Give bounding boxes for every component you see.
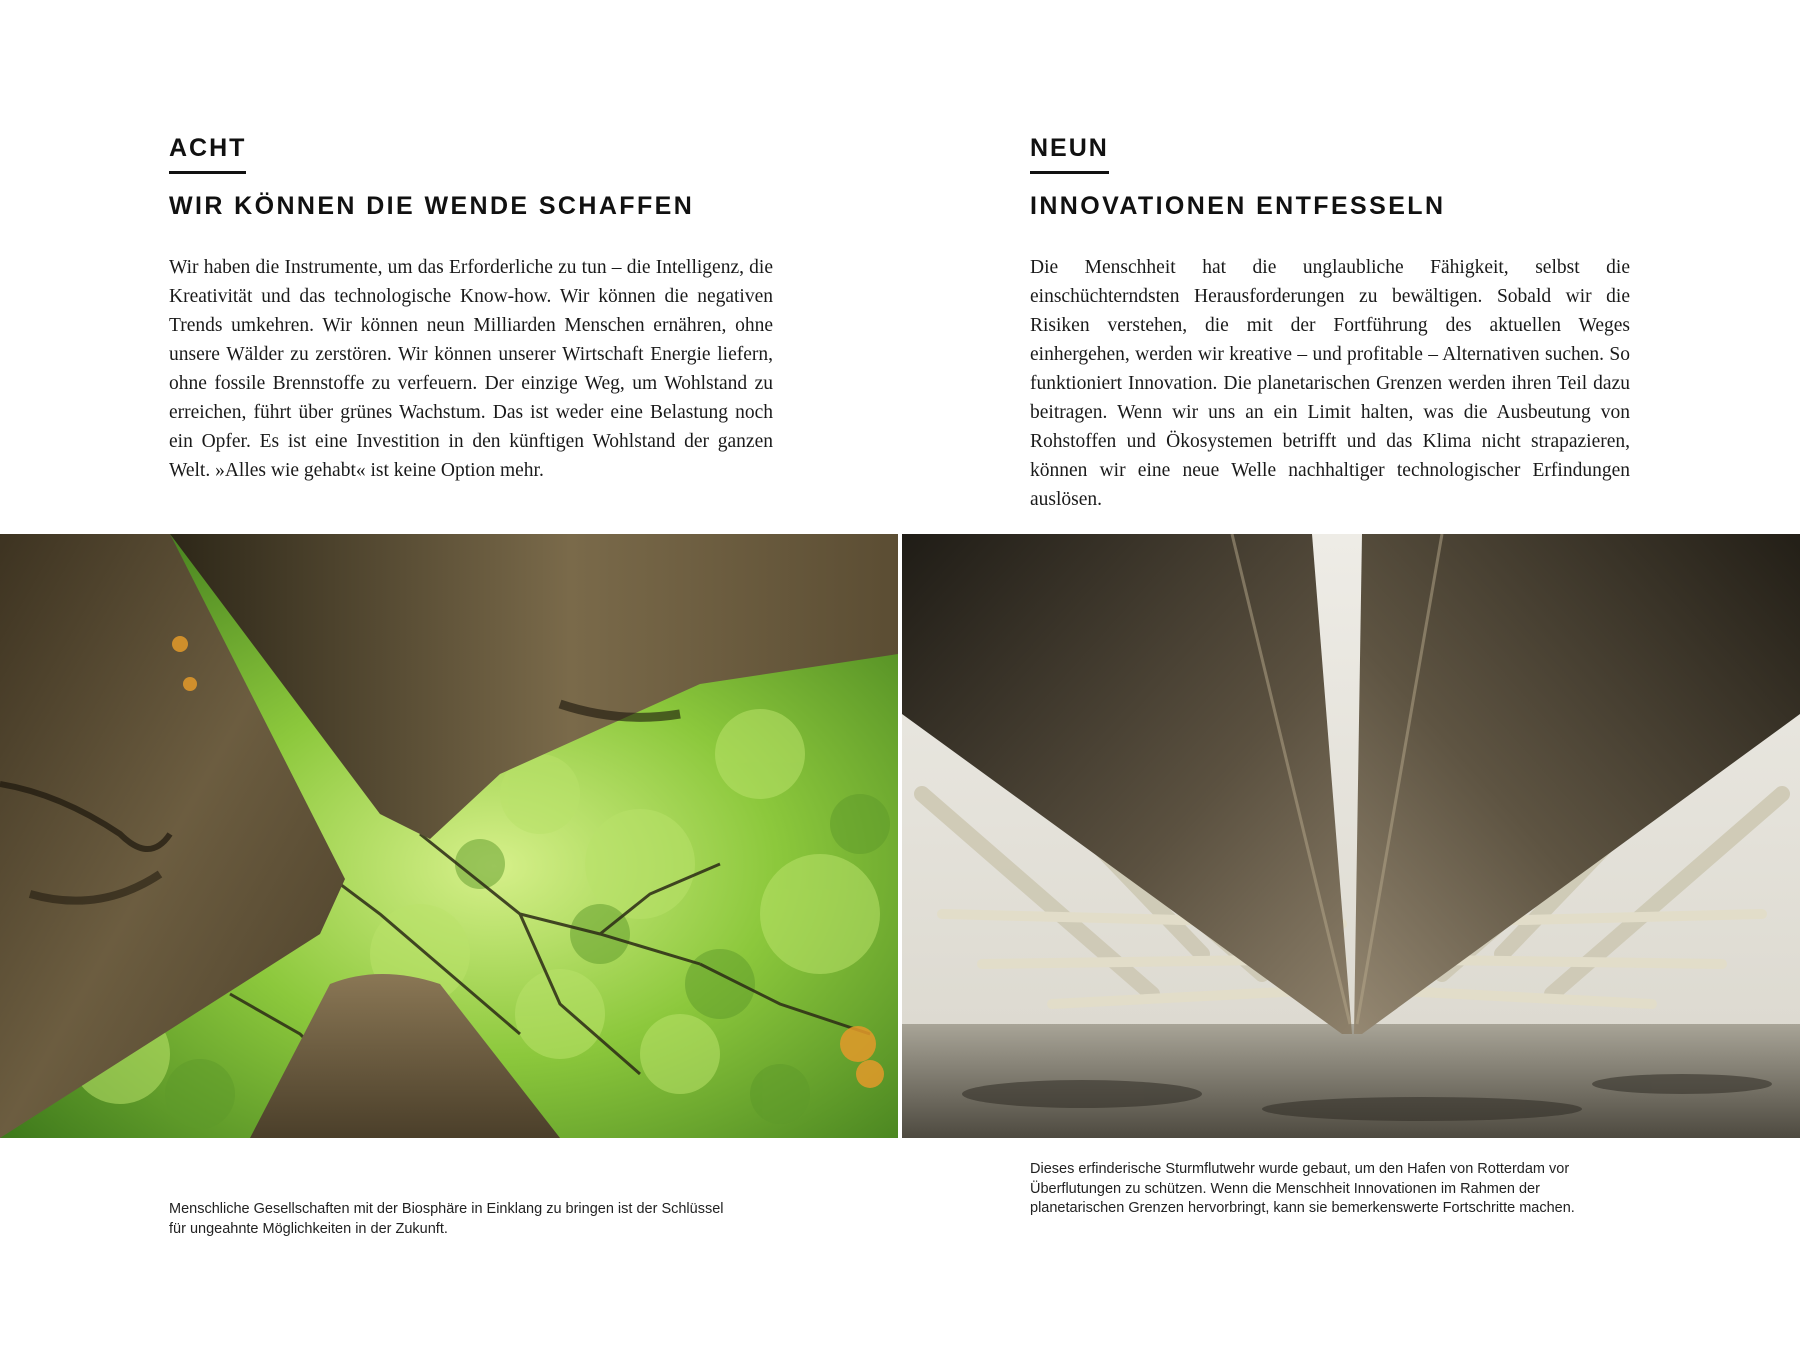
section-title: INNOVATIONEN ENTFESSELN	[1030, 192, 1446, 220]
photo-caption: Menschliche Gesellschaften mit der Biosphäre in Einklang zu bringen ist der Schlüssel für ungeahnte Möglichkeiten in der Zukunft.	[169, 1201, 724, 1237]
section-number-label: ACHT	[169, 134, 246, 174]
photo-caption: Dieses erfinderische Sturmflutwehr wurde gebaut, um den Hafen von Rotterdam vor Überflutungen zu schützen. Wenn die Menschheit Innovationen im Rahmen der planetarischen Grenzen hervorbringt, kann sie bemerkenswerte Fortschritte machen.	[1030, 1161, 1575, 1216]
storm-surge-barrier-photo	[902, 534, 1800, 1138]
forest-canopy-photo	[0, 534, 898, 1138]
section-number-label: NEUN	[1030, 134, 1109, 174]
section-title: WIR KÖNNEN DIE WENDE SCHAFFEN	[169, 192, 695, 220]
section-body-text: Die Menschheit hat die unglaubliche Fähigkeit, selbst die einschüchterndsten Herausforderungen zu bewältigen. Sobald wir die Risiken verstehen, die mit der Fortführung des aktuellen Weges einhergehen, werden wir kreative – und profitable – Alternativen suchen. So funktioniert Innovation. Die planetarischen Grenzen werden ihren Teil dazu beitragen. Wenn wir uns an ein Limit halten, was die Ausbeutung von Rohstoffen und Ökosystemen betrifft und das Klima nicht strapazieren, können wir eine neue Welle nachhaltiger technologischer Erfindungen auslösen.	[1030, 257, 1630, 510]
section-body-text: Wir haben die Instrumente, um das Erforderliche zu tun – die Intelligenz, die Kreativität und das technologische Know-how. Wir können die negativen Trends umkehren. Wir können neun Milliarden Menschen ernähren, ohne unsere Wälder zu zerstören. Wir können unserer Wirtschaft Energie liefern, ohne fossile Brennstoffe zu verfeuern. Der einzige Weg, um Wohlstand zu erreichen, führt über grünes Wachstum. Das ist weder eine Belastung noch ein Opfer. Es ist eine Investition in den künftigen Wohlstand der ganzen Welt. »Alles wie gehabt« ist keine Option mehr.	[169, 257, 773, 481]
